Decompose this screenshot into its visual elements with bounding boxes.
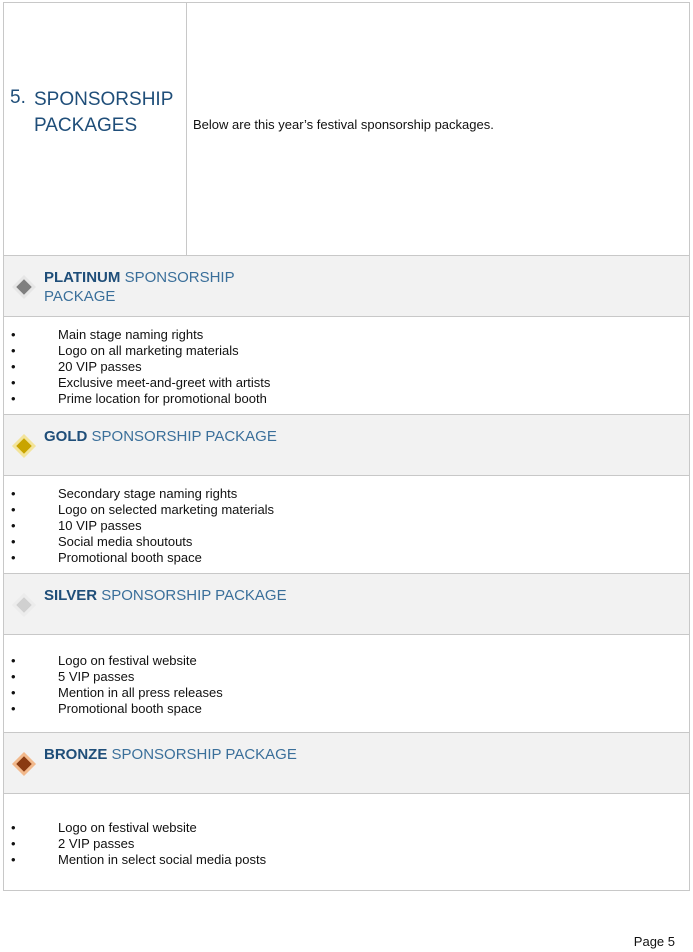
gold-diamond-icon <box>9 431 39 461</box>
section-number: 5. <box>10 87 26 108</box>
list-item: • Mention in select social media posts <box>4 852 689 868</box>
list-item: • Promotional booth space <box>4 701 689 717</box>
list-item: • Promotional booth space <box>4 550 689 566</box>
package-title <box>44 745 304 764</box>
document-page <box>3 2 690 891</box>
list-item: • Mention in all press releases <box>4 685 689 701</box>
package-title <box>44 427 304 446</box>
package-title <box>44 586 304 605</box>
package-tier: BRONZE <box>44 746 108 763</box>
package-benefits-platinum <box>4 327 689 407</box>
package-header-platinum <box>4 255 689 317</box>
list-item: • Logo on all marketing materials <box>4 343 689 359</box>
package-tier: PLATINUM <box>44 269 121 286</box>
bronze-diamond-icon <box>9 749 39 779</box>
package-title-rest: SPONSORSHIP PACKAGE <box>101 587 287 604</box>
package-header-gold <box>4 414 689 476</box>
list-item: • 10 VIP passes <box>4 518 689 534</box>
platinum-diamond-icon <box>9 272 39 302</box>
package-tier: SILVER <box>44 587 98 604</box>
package-header-bronze <box>4 732 689 794</box>
silver-diamond-icon <box>9 590 39 620</box>
list-item: • Prime location for promotional booth <box>4 391 689 407</box>
page-number: Page 5 <box>633 934 675 949</box>
list-item: • Logo on selected marketing materials <box>4 502 689 518</box>
section-intro-text: Below are this year’s festival sponsorship packages. <box>193 117 494 132</box>
list-item: • 2 VIP passes <box>4 836 689 852</box>
list-item: • Main stage naming rights <box>4 327 689 343</box>
package-title <box>44 268 304 306</box>
list-item: • Secondary stage naming rights <box>4 486 689 502</box>
package-benefits-gold <box>4 486 689 566</box>
package-title-rest: SPONSORSHIP PACKAGE <box>91 428 277 445</box>
list-item: • Social media shoutouts <box>4 534 689 550</box>
package-title-rest: SPONSORSHIP PACKAGE <box>44 269 235 305</box>
package-benefits-silver <box>4 653 689 717</box>
package-benefits-bronze <box>4 820 689 868</box>
list-item: • 5 VIP passes <box>4 669 689 685</box>
list-item: • Exclusive meet-and-greet with artists <box>4 375 689 391</box>
list-item: • 20 VIP passes <box>4 359 689 375</box>
package-title-rest: SPONSORSHIP PACKAGE <box>111 746 297 763</box>
list-item: • Logo on festival website <box>4 820 689 836</box>
section-heading-cell <box>4 3 187 255</box>
section-intro-row <box>4 3 689 256</box>
package-header-silver <box>4 573 689 635</box>
section-title: SPONSORSHIP PACKAGES <box>34 89 174 136</box>
package-tier: GOLD <box>44 428 88 445</box>
list-item: • Logo on festival website <box>4 653 689 669</box>
